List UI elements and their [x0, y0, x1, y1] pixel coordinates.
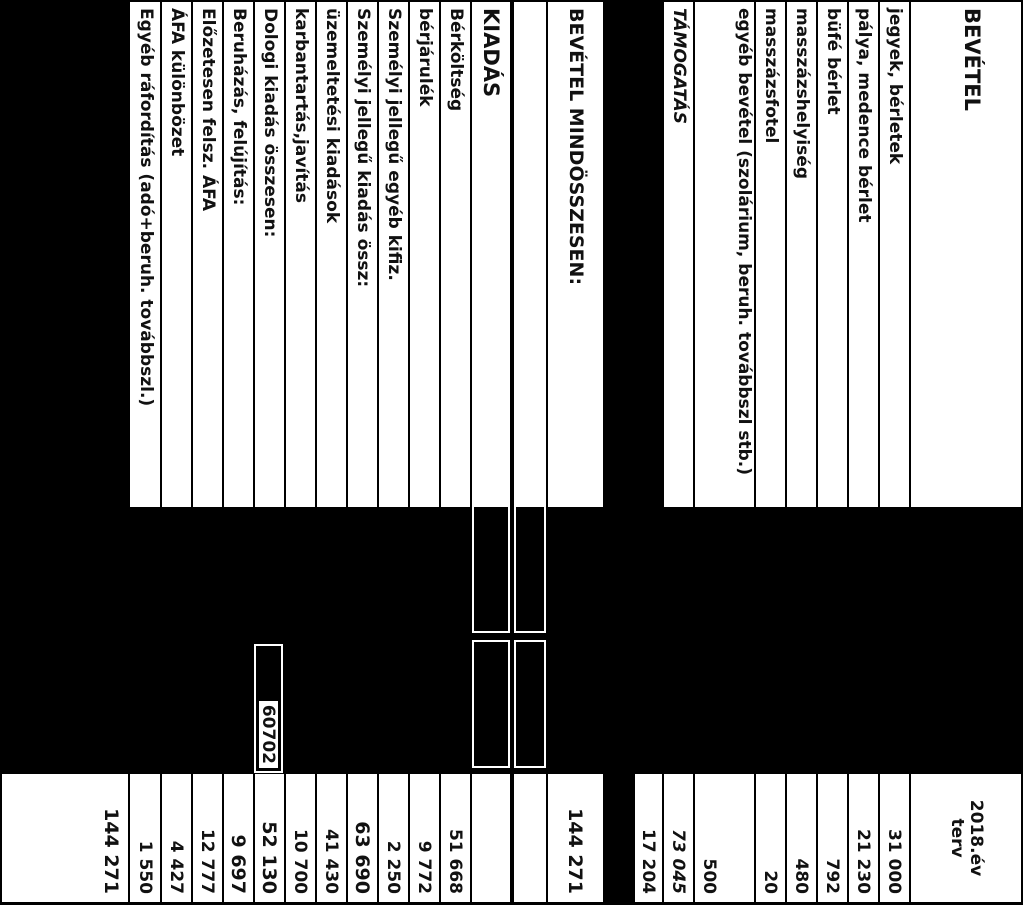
table-row: [224, 0, 253, 905]
row-value: 20: [756, 774, 785, 902]
highlighted-note-box: [254, 644, 283, 773]
row-label: Személyi jellegű kiadás össz:: [348, 2, 377, 507]
row-label: Dologi kiadás összesen:: [255, 2, 284, 507]
table-row: [664, 0, 693, 905]
income-total-label: BEVÉTEL MINDÖSSZESEN:: [548, 2, 603, 507]
table-row: [818, 0, 847, 905]
table-row: [286, 0, 315, 905]
spacer-label: [514, 2, 546, 507]
row-label: Személyi jellegű egyéb kifiz.: [379, 2, 408, 507]
row-label: ÁFA különbözet: [162, 2, 191, 507]
row-value: 52 130: [255, 774, 284, 902]
row-value: 9 772: [410, 774, 439, 902]
row-label: Egyéb ráfordítás (adó+beruh. továbbszl.): [130, 2, 160, 507]
spacer-row: [514, 0, 546, 905]
table-row: [849, 0, 878, 905]
row-value: 9 697: [224, 774, 253, 902]
year-header: [911, 774, 1021, 902]
table-row: [880, 0, 909, 905]
row-label: Előzetesen felsz. ÁFA: [193, 2, 222, 507]
header-row: [911, 0, 1021, 905]
expense-total-row: [2, 0, 128, 905]
table-row: [695, 0, 754, 905]
expense-title-value: [472, 774, 510, 902]
table-row: [756, 0, 785, 905]
row-label: Bérköltség: [441, 2, 470, 507]
row-label: jegyek, bérletek: [880, 2, 909, 507]
row-label: Beruházás, felújítás:: [224, 2, 253, 507]
row-value: 12 777: [193, 774, 222, 902]
row-value: 63 690: [348, 774, 377, 902]
row-label: masszázshelyiség: [787, 2, 816, 507]
row-label: bérjárulék: [410, 2, 439, 507]
row-value: 480: [787, 774, 816, 902]
table-row: [162, 0, 191, 905]
row-label: TÁMOGATÁS: [664, 2, 693, 507]
table-row: [379, 0, 408, 905]
income-title: BEVÉTEL: [911, 2, 1021, 507]
table-row: [410, 0, 439, 905]
income-total-value: 144 271: [548, 774, 603, 902]
row-value: 2 250: [379, 774, 408, 902]
row-value: 21 230: [849, 774, 878, 902]
spacer-value: [514, 774, 546, 902]
row-label: karbantartás,javítás: [286, 2, 315, 507]
table-row: [193, 0, 222, 905]
expense-title: KIADÁS: [472, 2, 510, 507]
row-value: 1 550: [130, 774, 160, 902]
highlighted-note: 60702: [259, 701, 278, 768]
row-label: masszázsfotel: [756, 2, 785, 507]
income-total-row: [548, 0, 603, 905]
row-value: 10 700: [286, 774, 315, 902]
expense-title-row: [472, 0, 510, 905]
expense-total-value: 144 271: [2, 774, 128, 902]
row-label: üzemeltetési kiadások: [317, 2, 346, 507]
year-header-sub: terv: [947, 818, 967, 858]
marker-box: [514, 640, 546, 768]
row-value: 31 000: [880, 774, 909, 902]
row-label: egyéb bevétel (szolárium, beruh. továbbszl stb.): [695, 2, 754, 507]
row-label: büfé bérlet: [818, 2, 847, 507]
table-row: [348, 0, 377, 905]
table-row: [317, 0, 346, 905]
row-value: 73 045: [664, 774, 693, 902]
row-label: pálya, medence bérlet: [849, 2, 878, 507]
marker-box: [514, 505, 546, 633]
table-row: [441, 0, 470, 905]
row-value: 17 204: [635, 774, 662, 902]
row-value: 51 668: [441, 774, 470, 902]
table-row: [787, 0, 816, 905]
table-row: [635, 0, 662, 905]
table-row: [130, 0, 160, 905]
row-value: 792: [818, 774, 847, 902]
row-value: 500: [695, 774, 754, 902]
row-value: 4 427: [162, 774, 191, 902]
row-value: 41 430: [317, 774, 346, 902]
year-header-label: 2018.év: [965, 799, 986, 877]
